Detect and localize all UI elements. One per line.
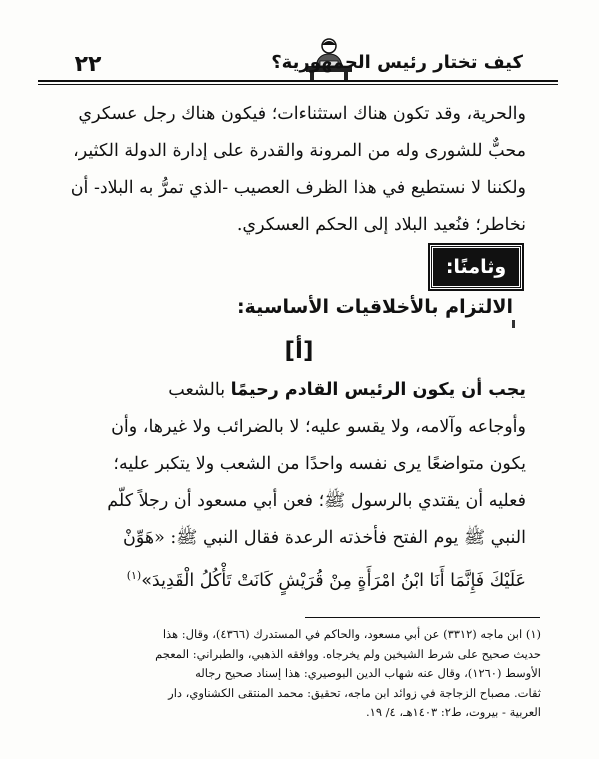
text-line: فعليه أن يقتدي بالرسول ﷺ؛ فعن أبي مسعود أن رجلاً كلّم [107,491,526,511]
text-line: محبٌّ للشورى وله من المرونة والقدرة على إدارة الدولة الكثير، [73,141,526,161]
text-line [56,557,526,600]
section-subheading: الالتزام بالأخلاقيات الأساسية: [236,296,513,318]
scan-mark [512,320,515,328]
hadith-quote: عَلَيْكَ فَإِنَّمَا أَنَا ابْنُ امْرَأَةٍ مِنْ قُرَيْشٍ كَانَتْ تَأْكُلُ الْقَدِيدَ» [141,570,526,591]
text-line: ولكننا لا نستطيع في هذا الظرف العصيب -الذي تمرُّ به البلاد- أن [70,178,526,198]
lead-phrase: يجب أن يكون الرئيس القادم رحيمًا [230,380,526,400]
footnote-line: ثقات. مصباح الزجاجة في زوائد ابن ماجه، تحقيق: محمد المنتقى الكشناوي، دار [168,685,541,700]
text-line: وأوجاعه وآلامه، ولا يقسو عليه؛ لا بالضرائب ولا غيرها، وأن [111,417,526,437]
text-line: نخاطر؛ فنُعيد البلاد إلى الحكم العسكري. [236,215,526,235]
footnotes [86,625,541,723]
body-paragraph-2 [56,372,526,600]
point-marker: [أ] [284,338,314,364]
running-title: كيف تختار رئيس الجمهورية؟ [271,52,523,73]
footnote-divider [305,617,540,618]
footnote-reference: (١) [126,569,142,582]
header-divider-thin [38,84,558,85]
text-line: النبي ﷺ يوم الفتح فأخذته الرعدة فقال النبي ﷺ: «هَوِّنْ [123,528,526,548]
footnote-line: الأوسط (١٢٦٠)، وقال عنه شهاب الدين البوصيري: هذا إسناد صحيح رجاله [195,666,541,680]
text-line [56,372,526,409]
text-span: بالشعب [168,380,231,400]
text-line: والحرية، وقد تكون هناك استثناءات؛ فيكون هناك رجل عسكري [78,104,526,124]
body-paragraph-1 [56,96,526,244]
text-line: يكون متواضعًا يرى نفسه واحدًا من الشعب ولا يتكبر عليه؛ [113,454,526,474]
header-divider [38,80,558,82]
section-badge: وثامنًا: [430,245,522,289]
footnote-line: (١) ابن ماجه (٣٣١٢) عن أبي مسعود، والحاكم في المستدرك (٤٣٦٦)، وقال: هذا [162,627,541,641]
page-number: ٢٢ [74,52,102,77]
footnote-line: حديث صحيح على شرط الشيخين ولم يخرجاه. ووافقه الذهبي، والطبراني: المعجم [155,646,541,661]
footnote-line: العربية - بيروت، ط٢: ١٤٠٣هـ، ٤/ ١٩. [365,705,541,719]
page-header [38,36,568,88]
